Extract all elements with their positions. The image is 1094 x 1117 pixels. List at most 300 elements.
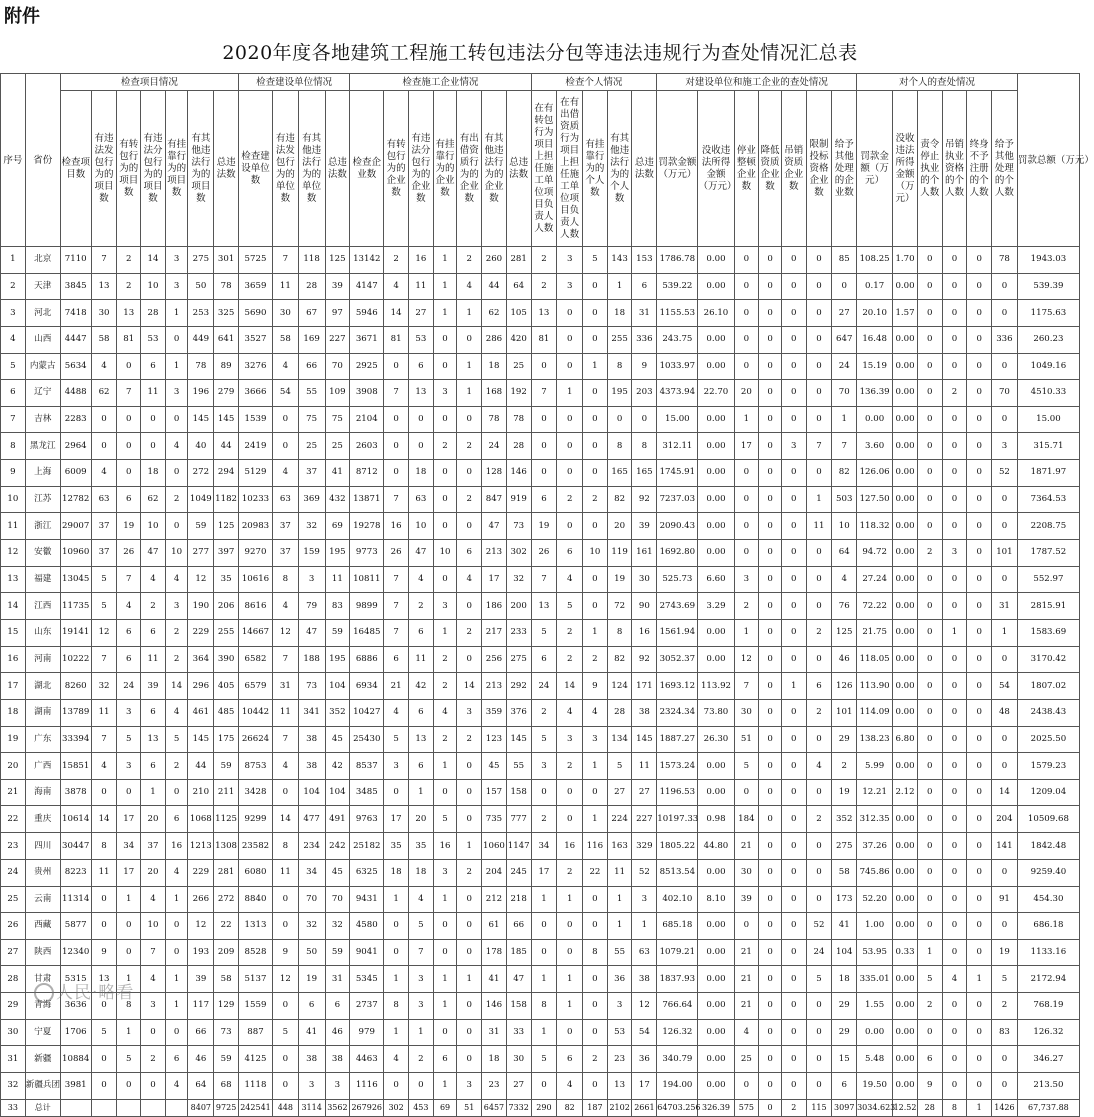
table-cell: 118.05 bbox=[857, 646, 893, 673]
table-cell: 29007 bbox=[60, 513, 91, 540]
table-cell: 0 bbox=[433, 460, 457, 487]
table-cell: 0 bbox=[583, 1072, 608, 1099]
table-cell: 78 bbox=[506, 406, 531, 433]
table-cell: 2 bbox=[457, 486, 482, 513]
table-cell: 1 bbox=[433, 273, 457, 300]
table-cell: 0.00 bbox=[698, 1072, 734, 1099]
row-seq: 3 bbox=[1, 300, 26, 327]
table-cell: 18 bbox=[408, 460, 433, 487]
table-cell: 0.00 bbox=[893, 380, 918, 407]
table-cell: 0 bbox=[457, 913, 482, 940]
table-cell: 302 bbox=[384, 1099, 409, 1116]
table-cell: 16 bbox=[557, 833, 583, 860]
table-cell: 8223 bbox=[60, 859, 91, 886]
table-cell: 2743.69 bbox=[657, 593, 698, 620]
table-cell: 227 bbox=[632, 806, 657, 833]
table-cell: 213 bbox=[482, 673, 507, 700]
table-cell: 211 bbox=[214, 779, 239, 806]
table-cell: 128 bbox=[482, 460, 507, 487]
table-cell: 145 bbox=[188, 726, 214, 753]
table-cell: 9 bbox=[632, 353, 657, 380]
table-cell: 73 bbox=[506, 513, 531, 540]
table-cell: 0 bbox=[806, 406, 832, 433]
table-cell: 0 bbox=[942, 513, 967, 540]
table-cell: 23582 bbox=[238, 833, 272, 860]
table-cell: 78 bbox=[482, 406, 507, 433]
table-cell: 29 bbox=[832, 1019, 857, 1046]
table-cell: 44 bbox=[214, 433, 239, 460]
table-cell: 18 bbox=[832, 966, 857, 993]
table-cell: 8 bbox=[384, 993, 409, 1020]
table-cell: 9 bbox=[583, 673, 608, 700]
table-cell: 153 bbox=[632, 247, 657, 274]
table-cell: 30 bbox=[734, 859, 759, 886]
table-cell: 3034.623 bbox=[857, 1099, 893, 1116]
table-cell: 116 bbox=[583, 833, 608, 860]
table-cell: 0 bbox=[942, 460, 967, 487]
table-cell: 3 bbox=[141, 993, 166, 1020]
table-cell: 8 bbox=[583, 939, 608, 966]
header-group-person: 检查个人情况 bbox=[531, 74, 657, 91]
table-cell: 0 bbox=[557, 779, 583, 806]
table-cell: 165 bbox=[607, 460, 632, 487]
table-cell: 13871 bbox=[350, 486, 384, 513]
table-cell: 312.11 bbox=[657, 433, 698, 460]
column-header: 罚款金额（万元） bbox=[857, 91, 893, 247]
table-cell: 0 bbox=[384, 779, 409, 806]
table-cell: 113.92 bbox=[698, 673, 734, 700]
table-cell: 3908 bbox=[350, 380, 384, 407]
table-cell: 979 bbox=[350, 1019, 384, 1046]
table-cell: 0 bbox=[917, 566, 942, 593]
column-header: 有其他违法行为的个人数 bbox=[607, 91, 632, 247]
table-cell: 9763 bbox=[350, 806, 384, 833]
table-cell: 3 bbox=[165, 247, 188, 274]
table-cell: 0 bbox=[583, 300, 608, 327]
table-cell: 25182 bbox=[350, 833, 384, 860]
table-cell: 169 bbox=[298, 326, 325, 353]
table-cell: 59 bbox=[214, 1046, 239, 1073]
table-cell: 10 bbox=[832, 513, 857, 540]
table-cell: 1 bbox=[942, 620, 967, 647]
table-cell: 4 bbox=[141, 566, 166, 593]
table-cell: 4 bbox=[734, 1019, 759, 1046]
table-cell: 52 bbox=[992, 460, 1018, 487]
row-seq: 2 bbox=[1, 273, 26, 300]
column-header: 检查建设单位数 bbox=[238, 91, 272, 247]
table-cell: 0 bbox=[942, 913, 967, 940]
table-cell: 0 bbox=[759, 406, 782, 433]
table-cell: 0 bbox=[942, 833, 967, 860]
table-cell: 2 bbox=[457, 620, 482, 647]
table-cell: 2 bbox=[917, 539, 942, 566]
table-cell: 145 bbox=[632, 726, 657, 753]
row-seq: 1 bbox=[1, 247, 26, 274]
table-cell: 0.00 bbox=[893, 486, 918, 513]
table-cell: 1539 bbox=[238, 406, 272, 433]
table-cell: 0 bbox=[759, 326, 782, 353]
column-header: 检查项目数 bbox=[60, 91, 91, 247]
table-cell: 3485 bbox=[350, 779, 384, 806]
table-cell: 0 bbox=[806, 593, 832, 620]
table-cell: 6 bbox=[325, 993, 350, 1020]
table-cell: 0 bbox=[806, 300, 832, 327]
table-cell: 0 bbox=[967, 886, 992, 913]
column-header: 罚款金额（万元） bbox=[657, 91, 698, 247]
table-cell: 0 bbox=[759, 486, 782, 513]
table-cell: 32 bbox=[325, 913, 350, 940]
table-cell: 7 bbox=[832, 433, 857, 460]
table-cell: 4 bbox=[557, 1072, 583, 1099]
table-cell: 0 bbox=[583, 779, 608, 806]
table-cell: 3 bbox=[433, 859, 457, 886]
table-cell: 0 bbox=[117, 433, 141, 460]
table-cell: 1182 bbox=[214, 486, 239, 513]
table-cell: 18 bbox=[384, 859, 409, 886]
table-cell: 0 bbox=[531, 779, 557, 806]
row-province: 海南 bbox=[25, 779, 60, 806]
table-cell: 19 bbox=[531, 513, 557, 540]
table-cell: 6 bbox=[531, 646, 557, 673]
table-cell: 1 bbox=[433, 1072, 457, 1099]
table-cell: 0 bbox=[917, 460, 942, 487]
table-cell: 4 bbox=[141, 966, 166, 993]
table-cell: 0 bbox=[433, 513, 457, 540]
table-cell: 1 bbox=[832, 406, 857, 433]
table-cell: 85 bbox=[832, 247, 857, 274]
table-cell: 1 bbox=[457, 966, 482, 993]
table-cell: 34 bbox=[531, 833, 557, 860]
table-cell: 45 bbox=[325, 859, 350, 886]
table-cell: 204 bbox=[482, 859, 507, 886]
table-cell: 3 bbox=[298, 1072, 325, 1099]
table-cell: 0 bbox=[759, 753, 782, 780]
table-cell: 233 bbox=[506, 620, 531, 647]
table-cell: 3845 bbox=[60, 273, 91, 300]
table-cell: 4 bbox=[91, 460, 117, 487]
table-cell: 0 bbox=[408, 406, 433, 433]
table-cell: 17 bbox=[117, 806, 141, 833]
table-cell: 3636 bbox=[60, 993, 91, 1020]
table-cell: 1706 bbox=[60, 1019, 91, 1046]
table-cell: 126 bbox=[832, 673, 857, 700]
table-cell: 13 bbox=[408, 726, 433, 753]
table-cell: 3527 bbox=[238, 326, 272, 353]
table-cell: 0 bbox=[967, 1019, 992, 1046]
table-row bbox=[1, 806, 1080, 833]
table-cell: 0 bbox=[91, 779, 117, 806]
table-cell: 525.73 bbox=[657, 566, 698, 593]
table-cell: 0 bbox=[967, 673, 992, 700]
table-cell: 3276 bbox=[238, 353, 272, 380]
table-cell: 52 bbox=[632, 859, 657, 886]
table-cell: 0 bbox=[781, 966, 806, 993]
table-cell: 477 bbox=[298, 806, 325, 833]
row-seq: 22 bbox=[1, 806, 26, 833]
table-cell: 39 bbox=[734, 886, 759, 913]
table-cell: 4 bbox=[942, 966, 967, 993]
table-cell: 1 bbox=[457, 300, 482, 327]
table-cell: 0 bbox=[272, 993, 298, 1020]
table-cell: 21 bbox=[384, 673, 409, 700]
table-cell: 29 bbox=[832, 993, 857, 1020]
table-cell: 16485 bbox=[350, 620, 384, 647]
row-province: 山西 bbox=[25, 326, 60, 353]
table-cell: 0 bbox=[759, 993, 782, 1020]
row-seq: 26 bbox=[1, 913, 26, 940]
table-cell: 15.00 bbox=[657, 406, 698, 433]
table-row bbox=[1, 833, 1080, 860]
table-cell: 19 bbox=[992, 939, 1018, 966]
table-cell: 28 bbox=[607, 699, 632, 726]
table-cell: 0 bbox=[781, 353, 806, 380]
table-cell: 286 bbox=[482, 326, 507, 353]
table-cell: 402.10 bbox=[657, 886, 698, 913]
table-cell: 0 bbox=[781, 939, 806, 966]
table-cell: 5 bbox=[384, 726, 409, 753]
table-cell: 1 bbox=[433, 247, 457, 274]
table-cell: 14 bbox=[272, 806, 298, 833]
table-cell: 217 bbox=[482, 620, 507, 647]
table-cell: 1116 bbox=[350, 1072, 384, 1099]
table-cell: 0 bbox=[781, 486, 806, 513]
table-cell: 552.97 bbox=[1017, 566, 1079, 593]
table-cell: 0 bbox=[531, 913, 557, 940]
table-cell: 0 bbox=[759, 939, 782, 966]
table-cell: 1.57 bbox=[893, 300, 918, 327]
table-cell: 20983 bbox=[238, 513, 272, 540]
table-cell: 0 bbox=[917, 620, 942, 647]
table-cell: 27 bbox=[506, 1072, 531, 1099]
table-cell: 302 bbox=[506, 539, 531, 566]
table-cell: 0 bbox=[992, 646, 1018, 673]
table-cell: 115 bbox=[806, 1099, 832, 1116]
table-cell: 0 bbox=[967, 833, 992, 860]
table-cell: 17 bbox=[734, 433, 759, 460]
table-cell: 125 bbox=[214, 513, 239, 540]
table-cell: 119 bbox=[607, 539, 632, 566]
table-cell: 37 bbox=[298, 460, 325, 487]
table-cell: 91 bbox=[992, 886, 1018, 913]
column-header: 终身不予注册的个人数 bbox=[967, 91, 992, 247]
table-cell: 1579.23 bbox=[1017, 753, 1079, 780]
table-cell: 1 bbox=[457, 833, 482, 860]
table-cell: 2104 bbox=[350, 406, 384, 433]
table-cell: 16.48 bbox=[857, 326, 893, 353]
table-cell: 0 bbox=[759, 273, 782, 300]
table-cell: 0 bbox=[433, 406, 457, 433]
table-cell: 41 bbox=[298, 1019, 325, 1046]
table-cell: 59 bbox=[188, 513, 214, 540]
table-cell: 38 bbox=[632, 966, 657, 993]
table-cell: 0 bbox=[942, 1046, 967, 1073]
table-cell: 184 bbox=[734, 806, 759, 833]
table-cell: 14 bbox=[992, 779, 1018, 806]
table-cell: 0.00 bbox=[698, 1046, 734, 1073]
table-cell: 0 bbox=[583, 993, 608, 1020]
table-cell: 0 bbox=[165, 513, 188, 540]
table-cell: 1 bbox=[165, 353, 188, 380]
table-cell: 0 bbox=[557, 1019, 583, 1046]
table-cell: 145 bbox=[506, 726, 531, 753]
table-cell: 42 bbox=[325, 753, 350, 780]
table-cell: 7 bbox=[384, 380, 409, 407]
table-cell: 0 bbox=[967, 646, 992, 673]
table-cell: 54 bbox=[272, 380, 298, 407]
table-cell: 10614 bbox=[60, 806, 91, 833]
table-cell: 39 bbox=[188, 966, 214, 993]
table-cell: 66 bbox=[188, 1019, 214, 1046]
table-cell: 9041 bbox=[350, 939, 384, 966]
table-cell: 919 bbox=[506, 486, 531, 513]
table-cell: 72.22 bbox=[857, 593, 893, 620]
table-cell: 1 bbox=[557, 993, 583, 1020]
table-cell: 92 bbox=[632, 646, 657, 673]
table-cell: 229 bbox=[188, 620, 214, 647]
table-cell: 2 bbox=[141, 1046, 166, 1073]
table-cell: 0 bbox=[917, 779, 942, 806]
table-cell: 2737 bbox=[350, 993, 384, 1020]
table-cell: 227 bbox=[325, 326, 350, 353]
table-cell: 13 bbox=[607, 1072, 632, 1099]
table-cell: 13 bbox=[141, 726, 166, 753]
table-cell: 1807.02 bbox=[1017, 673, 1079, 700]
table-cell: 5877 bbox=[60, 913, 91, 940]
table-cell: 146 bbox=[506, 460, 531, 487]
table-cell: 0.00 bbox=[698, 620, 734, 647]
table-cell: 0 bbox=[942, 779, 967, 806]
table-cell: 0 bbox=[917, 1019, 942, 1046]
table-cell: 0 bbox=[408, 1072, 433, 1099]
table-cell: 6080 bbox=[238, 859, 272, 886]
table-cell: 2102 bbox=[607, 1099, 632, 1116]
table-cell: 8 bbox=[607, 433, 632, 460]
table-cell: 0 bbox=[917, 247, 942, 274]
table-cell: 3 bbox=[165, 380, 188, 407]
table-cell: 28 bbox=[506, 433, 531, 460]
table-cell: 20 bbox=[141, 806, 166, 833]
table-cell: 8 bbox=[632, 433, 657, 460]
row-province: 西藏 bbox=[25, 913, 60, 940]
table-cell: 0 bbox=[759, 353, 782, 380]
table-cell: 2 bbox=[583, 646, 608, 673]
table-cell: 1943.03 bbox=[1017, 247, 1079, 274]
table-cell: 336 bbox=[632, 326, 657, 353]
table-cell: 453 bbox=[408, 1099, 433, 1116]
table-cell: 2 bbox=[457, 433, 482, 460]
row-seq: 27 bbox=[1, 939, 26, 966]
table-cell: 0 bbox=[967, 247, 992, 274]
table-cell: 641 bbox=[214, 326, 239, 353]
table-cell: 157 bbox=[482, 779, 507, 806]
table-cell: 0 bbox=[557, 513, 583, 540]
table-cell: 242541 bbox=[238, 1099, 272, 1116]
table-cell: 1 bbox=[583, 620, 608, 647]
table-cell: 1 bbox=[165, 300, 188, 327]
table-cell: 0 bbox=[781, 566, 806, 593]
table-cell: 0 bbox=[992, 300, 1018, 327]
table-cell: 9899 bbox=[350, 593, 384, 620]
table-cell: 0 bbox=[272, 1072, 298, 1099]
table-cell: 3.29 bbox=[698, 593, 734, 620]
table-cell: 1561.94 bbox=[657, 620, 698, 647]
table-cell: 0 bbox=[433, 939, 457, 966]
watermark: 人民·略看 bbox=[34, 978, 134, 1003]
table-cell: 2 bbox=[806, 699, 832, 726]
table-cell: 275 bbox=[506, 646, 531, 673]
table-cell: 7 bbox=[117, 566, 141, 593]
row-seq: 32 bbox=[1, 1072, 26, 1099]
table-cell: 63 bbox=[632, 939, 657, 966]
table-cell: 64 bbox=[188, 1072, 214, 1099]
table-cell: 6934 bbox=[350, 673, 384, 700]
table-cell: 50 bbox=[298, 939, 325, 966]
table-cell: 0 bbox=[781, 779, 806, 806]
table-cell: 41 bbox=[482, 966, 507, 993]
table-cell: 0 bbox=[557, 326, 583, 353]
table-cell: 325 bbox=[214, 300, 239, 327]
table-cell: 0 bbox=[734, 247, 759, 274]
table-cell: 1 bbox=[433, 620, 457, 647]
row-province: 四川 bbox=[25, 833, 60, 860]
table-cell: 0 bbox=[967, 779, 992, 806]
table-cell: 158 bbox=[506, 779, 531, 806]
table-cell: 53 bbox=[408, 326, 433, 353]
table-cell: 4 bbox=[165, 859, 188, 886]
table-cell: 0.00 bbox=[698, 1019, 734, 1046]
table-cell: 0 bbox=[942, 593, 967, 620]
table-cell: 67,737.88 bbox=[1017, 1099, 1079, 1116]
table-cell: 28 bbox=[141, 300, 166, 327]
table-cell: 0 bbox=[942, 726, 967, 753]
table-cell: 16 bbox=[632, 620, 657, 647]
table-cell: 2208.75 bbox=[1017, 513, 1079, 540]
table-cell: 2 bbox=[557, 646, 583, 673]
table-cell: 47 bbox=[506, 966, 531, 993]
table-cell: 178 bbox=[482, 939, 507, 966]
table-cell: 3 bbox=[298, 566, 325, 593]
table-cell: 3 bbox=[433, 380, 457, 407]
table-cell: 0 bbox=[806, 833, 832, 860]
table-cell: 4 bbox=[557, 699, 583, 726]
table-cell: 0 bbox=[734, 486, 759, 513]
table-cell: 7 bbox=[272, 247, 298, 274]
table-cell: 0 bbox=[967, 406, 992, 433]
table-cell: 0 bbox=[457, 753, 482, 780]
table-cell: 55 bbox=[506, 753, 531, 780]
column-header: 在有转包行为项目上担任施工单位项目负责人人数 bbox=[531, 91, 557, 247]
table-cell: 0 bbox=[942, 886, 967, 913]
table-cell: 224 bbox=[607, 806, 632, 833]
table-cell: 5 bbox=[917, 966, 942, 993]
table-cell: 352 bbox=[325, 699, 350, 726]
table-cell: 209 bbox=[214, 939, 239, 966]
table-cell: 2.12 bbox=[893, 779, 918, 806]
table-cell: 0 bbox=[759, 726, 782, 753]
table-cell: 0 bbox=[781, 859, 806, 886]
table-cell: 38 bbox=[632, 699, 657, 726]
table-cell: 1 bbox=[557, 380, 583, 407]
table-cell: 7 bbox=[117, 380, 141, 407]
table-cell: 0.00 bbox=[893, 699, 918, 726]
table-cell: 0 bbox=[433, 566, 457, 593]
table-cell: 8537 bbox=[350, 753, 384, 780]
table-cell: 10960 bbox=[60, 539, 91, 566]
table-cell: 0 bbox=[384, 406, 409, 433]
table-cell: 686.18 bbox=[1017, 913, 1079, 940]
table-cell: 0 bbox=[759, 699, 782, 726]
table-cell: 20 bbox=[607, 513, 632, 540]
